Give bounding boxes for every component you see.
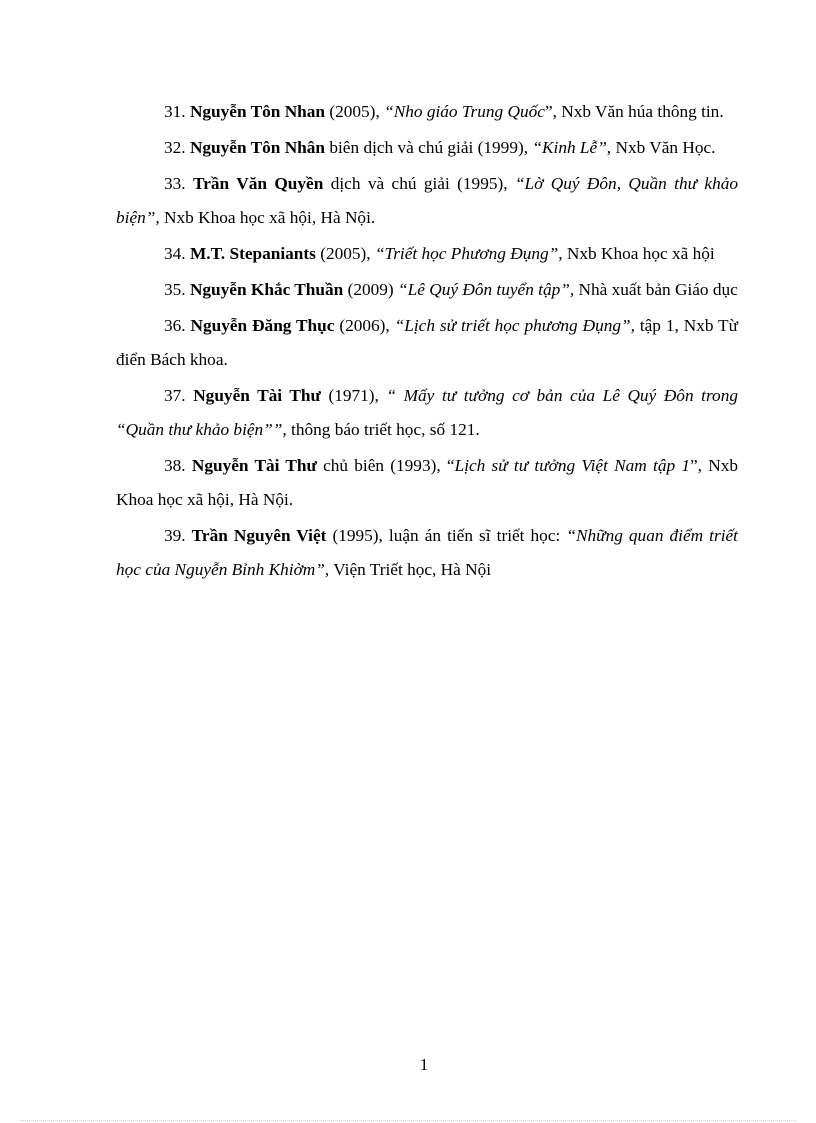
reference-item-34 [116, 237, 738, 271]
reference-number: 34. [164, 244, 186, 263]
reference-author: Nguyễn Tôn Nhân [189, 138, 326, 157]
reference-number: 32. [164, 138, 186, 157]
reference-number: 39. [164, 526, 186, 545]
reference-publisher: thông báo triết học, số 121. [286, 420, 480, 439]
reference-title: Lịch sử tư tưởng Việt Nam tập 1 [454, 456, 690, 475]
reference-details: dịch và chú giải (1995), [323, 174, 515, 193]
reference-title: “Lờ Quý Đôn, Quần thư khảo biện” [116, 174, 739, 227]
reference-details: (1995), luận án tiến sĩ triết học: [326, 526, 567, 545]
reference-publisher: , Nxb Khoa học xã hội, Hà Nội. [155, 208, 376, 227]
reference-details: chủ biên (1993), “ [316, 456, 455, 475]
reference-number: 33. [164, 174, 186, 193]
reference-number: 31. [164, 102, 186, 121]
reference-title: “ Mấy tư tưởng cơ bản của Lê Quý Đôn trong “Quần thư khảo biện””, [116, 386, 738, 439]
reference-title: “Triết học Phương Đụng” [374, 244, 559, 263]
page-bottom-divider [20, 1120, 796, 1121]
reference-details: (2005), [315, 244, 375, 263]
reference-item-38 [116, 449, 738, 517]
reference-number: 35. [164, 280, 186, 299]
reference-author: Nguyễn Tài Thư [193, 386, 321, 405]
reference-author: Nguyễn Khắc Thuần [189, 280, 344, 299]
reference-details: (1971), [320, 386, 387, 405]
reference-number: 38. [164, 456, 186, 475]
reference-publisher: , Nxb Khoa học xã hội [558, 244, 715, 263]
reference-publisher: ”, Nxb Khoa học xã hội, Hà Nội. [116, 456, 738, 509]
reference-author: Trần Văn Quyền [193, 174, 324, 193]
reference-author: Nguyễn Tài Thư [191, 456, 317, 475]
reference-author: Trần Nguyên Việt [191, 526, 327, 545]
reference-publisher: , Viện Triết học, Hà Nội [324, 560, 492, 579]
reference-author: M.T. Stepaniants [189, 244, 316, 263]
reference-details: (2006), [334, 316, 395, 335]
reference-item-31 [116, 95, 738, 129]
reference-title: “Kinh Lễ”, [532, 138, 612, 157]
reference-title: “Lịch sử triết học phương Đụng”, [394, 316, 635, 335]
reference-item-36 [116, 309, 738, 377]
reference-publisher: ”, Nxb Văn húa thông tin. [544, 102, 724, 121]
reference-title: “Những quan điểm triết học của Nguyễn Bỉnh Khiờm” [116, 526, 738, 579]
reference-publisher: Nhà xuất bản Giáo dục [574, 280, 738, 299]
reference-number: 36. [164, 316, 186, 335]
reference-author: Nguyễn Tôn Nhan [189, 102, 326, 121]
reference-author: Nguyễn Đăng Thục [190, 316, 335, 335]
reference-details: (2005), [325, 102, 385, 121]
reference-publisher: Nxb Văn Học. [611, 138, 716, 157]
page-number: 1 [419, 1055, 429, 1074]
reference-item-37 [116, 379, 738, 447]
reference-publisher: tập 1, Nxb Từ điển Bách khoa. [116, 316, 738, 369]
reference-item-33 [116, 167, 738, 235]
reference-title: “Nho giáo Trung Quốc [384, 102, 545, 121]
reference-item-32 [116, 131, 738, 165]
reference-list [116, 95, 738, 589]
reference-details: (2009) [343, 280, 399, 299]
reference-number: 37. [164, 386, 186, 405]
reference-item-39 [116, 519, 738, 587]
reference-details: biên dịch và chú giải (1999), [325, 138, 533, 157]
reference-item-35 [116, 273, 738, 307]
reference-title: “Lê Quý Đôn tuyển tập”, [398, 280, 575, 299]
